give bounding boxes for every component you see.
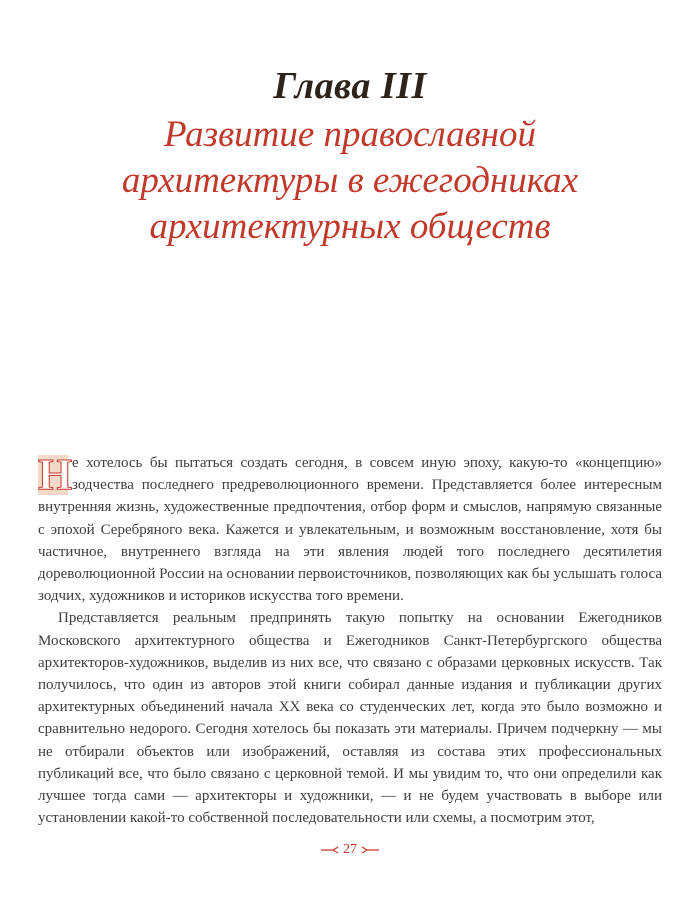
page-number-footer [0,842,700,858]
chapter-title [40,112,660,250]
chapter-label: Глава III [273,65,427,107]
paragraph-1 [38,452,662,607]
chapter-title-line-2: архитектуры в ежегодниках [121,160,579,201]
ornament-right-icon [361,846,379,854]
body-text [38,452,662,829]
paragraph-1-text: е хотелось бы пытаться создать сегодня, в совсем иную эпоху, какую-то «концепцию» зодчества последнего предреволюционного времени. Представляется более интересным внутренняя жизнь, художественные предпочтения, отбор форм и смыслов, напрямую связанные с эпохой Серебряного века. Кажется и увлекательным, и возможным восстановление, хотя бы частичное, внутреннего взгляда на эти явления людей того последнего десятилетия дореволюционной России на основании первоисточников, позволяющих как бы услышать голоса зодчих, художников и историков искусства того времени. [38,455,663,605]
chapter-title-line-1: Развитие православной [163,114,537,155]
chapter-title-line-3: архитектурных обществ [149,206,551,247]
drop-cap: Н [38,450,73,499]
page-number: 27 [343,842,357,857]
ornament-left-icon [321,846,339,854]
paragraph-2: Представляется реальным предпринять такую попытку на основании Ежегодников Московского архитектурного общества и Ежегодников Санкт-Петербургского общества архитекторов-художников, выделив из них все, что связано с образами церковных искусств. Так получилось, что один из авторов этой книги собирал данные издания и публикации других архитектурных объединений начала XX века со студенческих лет, когда это было возможно и сравнительно недорого. Сегодня хотелось бы показать эти материалы. Причем подчеркну — мы не отбирали объектов или изображений, оставляя из состава этих профессиональных публикаций все, что было связано с церковной темой. И мы увидим то, что они определили как лучшее тогда сами — архитекторы и художники, — и не будем участвовать в выборе или установлении какой-то собственной последовательности или схемы, а посмотрим этот, [38,610,662,827]
